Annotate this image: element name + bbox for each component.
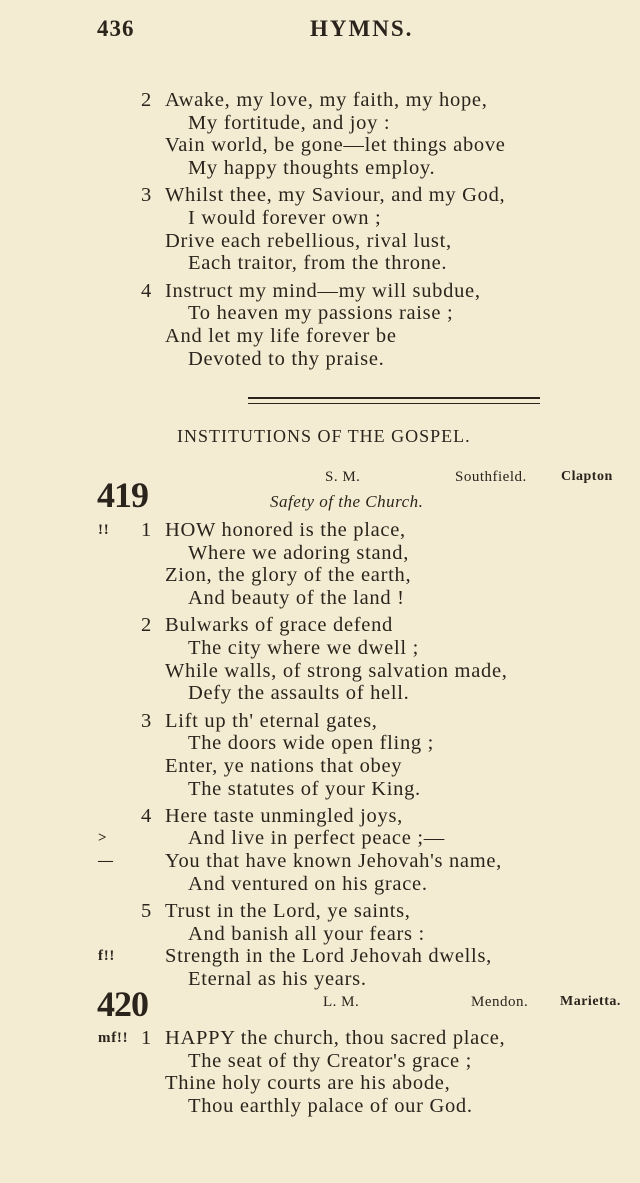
verse-line xyxy=(0,945,640,968)
hymn-420-alt-tune: Marietta. xyxy=(560,994,621,1009)
verse-text: Here taste unmingled joys, xyxy=(165,804,403,827)
verse-text: Lift up th' eternal gates, xyxy=(165,709,378,732)
running-title: HYMNS. xyxy=(310,16,414,41)
dynamics-mark: !! xyxy=(98,522,110,538)
stanza xyxy=(0,710,640,801)
verse-text: Instruct my mind—my will subdue, xyxy=(165,279,481,302)
verse-line xyxy=(0,184,640,207)
verse-line xyxy=(0,682,640,705)
verse-text: And live in perfect peace ;— xyxy=(188,827,445,850)
verse-line xyxy=(0,923,640,946)
verse-line xyxy=(0,1027,640,1050)
divider-rule xyxy=(248,397,540,399)
verse-text: Enter, ye nations that obey xyxy=(165,754,403,777)
verse-text: Where we adoring stand, xyxy=(188,541,410,564)
hymn-420-number: 420 xyxy=(97,984,148,1024)
stanza-number: 2 xyxy=(141,614,152,637)
verse-text: Whilst thee, my Saviour, and my God, xyxy=(165,184,506,207)
verse-text: The seat of thy Creator's grace ; xyxy=(188,1049,473,1072)
verse-line xyxy=(0,827,640,850)
verse-line xyxy=(0,325,640,348)
verse-text: The city where we dwell ; xyxy=(188,636,419,659)
verse-line xyxy=(0,207,640,230)
verse-line xyxy=(0,873,640,896)
stanza xyxy=(0,519,640,610)
stanza xyxy=(0,89,640,180)
verse-line xyxy=(0,252,640,275)
stanza-number: 4 xyxy=(141,804,152,827)
stanza-number: 2 xyxy=(141,89,152,111)
stanza-number: 3 xyxy=(141,184,152,207)
hymn-419-number: 419 xyxy=(97,475,148,515)
verse-line xyxy=(0,900,640,923)
stanza-number: 5 xyxy=(141,900,152,922)
divider-rule xyxy=(248,403,540,404)
verse-line xyxy=(0,348,640,371)
verse-text: And beauty of the land ! xyxy=(188,587,405,610)
hymn-419-alt-tune: Clapton xyxy=(561,469,613,484)
verse-text: Trust in the Lord, ye saints, xyxy=(165,900,411,922)
verse-line xyxy=(0,1050,640,1073)
stanza xyxy=(0,184,640,275)
page-number: 436 xyxy=(97,16,135,41)
verse-text: Thou earthly palace of our God. xyxy=(188,1095,473,1118)
verse-text: Each traitor, from the throne. xyxy=(188,252,448,275)
dynamics-mark: > xyxy=(98,830,108,847)
verse-line xyxy=(0,637,640,660)
stanza xyxy=(0,805,640,896)
hymn-420-meter: L. M. xyxy=(323,994,360,1010)
stanza xyxy=(0,280,640,371)
section-title: INSTITUTIONS OF THE GOSPEL. xyxy=(177,426,471,446)
verse-text: I would forever own ; xyxy=(188,206,382,229)
verse-text: Thine holy courts are his abode, xyxy=(165,1072,451,1095)
verse-line xyxy=(0,850,640,873)
stanza xyxy=(0,614,640,705)
verse-text: The statutes of your King. xyxy=(188,777,421,800)
verse-text: And banish all your fears : xyxy=(188,922,425,945)
stanza-number: 3 xyxy=(141,709,152,732)
verse-line xyxy=(0,112,640,135)
hymn-419-tune: Southfield. xyxy=(455,469,527,485)
stanza-number: 1 xyxy=(141,519,152,541)
continued-hymn xyxy=(0,89,640,375)
verse-line xyxy=(0,280,640,303)
verse-text: HAPPY the church, thou sacred place, xyxy=(165,1027,506,1049)
verse-text: Eternal as his years. xyxy=(188,968,367,991)
verse-text: And ventured on his grace. xyxy=(188,872,428,895)
verse-line xyxy=(0,134,640,157)
verse-text: Bulwarks of grace defend xyxy=(165,614,393,637)
verse-line xyxy=(0,732,640,755)
dynamics-mark: — xyxy=(98,853,114,870)
verse-line xyxy=(0,587,640,610)
verse-text: To heaven my passions raise ; xyxy=(188,302,454,325)
hymn-419-meter: S. M. xyxy=(325,469,361,485)
verse-text: Drive each rebellious, rival lust, xyxy=(165,229,452,252)
verse-line xyxy=(0,710,640,733)
hymn-419-text xyxy=(0,519,640,995)
verse-text: My fortitude, and joy : xyxy=(188,111,391,134)
verse-text: Vain world, be gone—let things above xyxy=(165,134,506,157)
verse-line xyxy=(0,660,640,683)
hymn-420-tune: Mendon. xyxy=(471,994,529,1010)
verse-text: Zion, the glory of the earth, xyxy=(165,564,412,587)
verse-line xyxy=(0,230,640,253)
verse-line xyxy=(0,778,640,801)
verse-line xyxy=(0,968,640,991)
stanza xyxy=(0,900,640,991)
verse-line xyxy=(0,1072,640,1095)
verse-text: The doors wide open fling ; xyxy=(188,732,435,755)
verse-line xyxy=(0,805,640,828)
verse-line xyxy=(0,519,640,542)
verse-text: Defy the assaults of hell. xyxy=(188,682,410,705)
verse-line xyxy=(0,1095,640,1118)
verse-line xyxy=(0,564,640,587)
verse-text: Devoted to thy praise. xyxy=(188,347,385,370)
verse-line xyxy=(0,614,640,637)
stanza xyxy=(0,1027,640,1118)
verse-line xyxy=(0,89,640,112)
hymn-419-title: Safety of the Church. xyxy=(270,492,424,511)
verse-text: HOW honored is the place, xyxy=(165,519,406,541)
verse-line xyxy=(0,157,640,180)
stanza-number: 1 xyxy=(141,1027,152,1049)
verse-text: Awake, my love, my faith, my hope, xyxy=(165,89,488,111)
dynamics-mark: mf!! xyxy=(98,1030,129,1046)
verse-text: And let my life forever be xyxy=(165,324,397,347)
dynamics-mark: f!! xyxy=(98,948,116,965)
verse-text: You that have known Jehovah's name, xyxy=(165,850,502,873)
stanza-number: 4 xyxy=(141,279,152,302)
verse-text: While walls, of strong salvation made, xyxy=(165,659,508,682)
hymn-420-text xyxy=(0,1027,640,1122)
verse-text: My happy thoughts employ. xyxy=(188,157,436,180)
verse-line xyxy=(0,302,640,325)
verse-text: Strength in the Lord Jehovah dwells, xyxy=(165,945,492,968)
verse-line xyxy=(0,542,640,565)
verse-line xyxy=(0,755,640,778)
